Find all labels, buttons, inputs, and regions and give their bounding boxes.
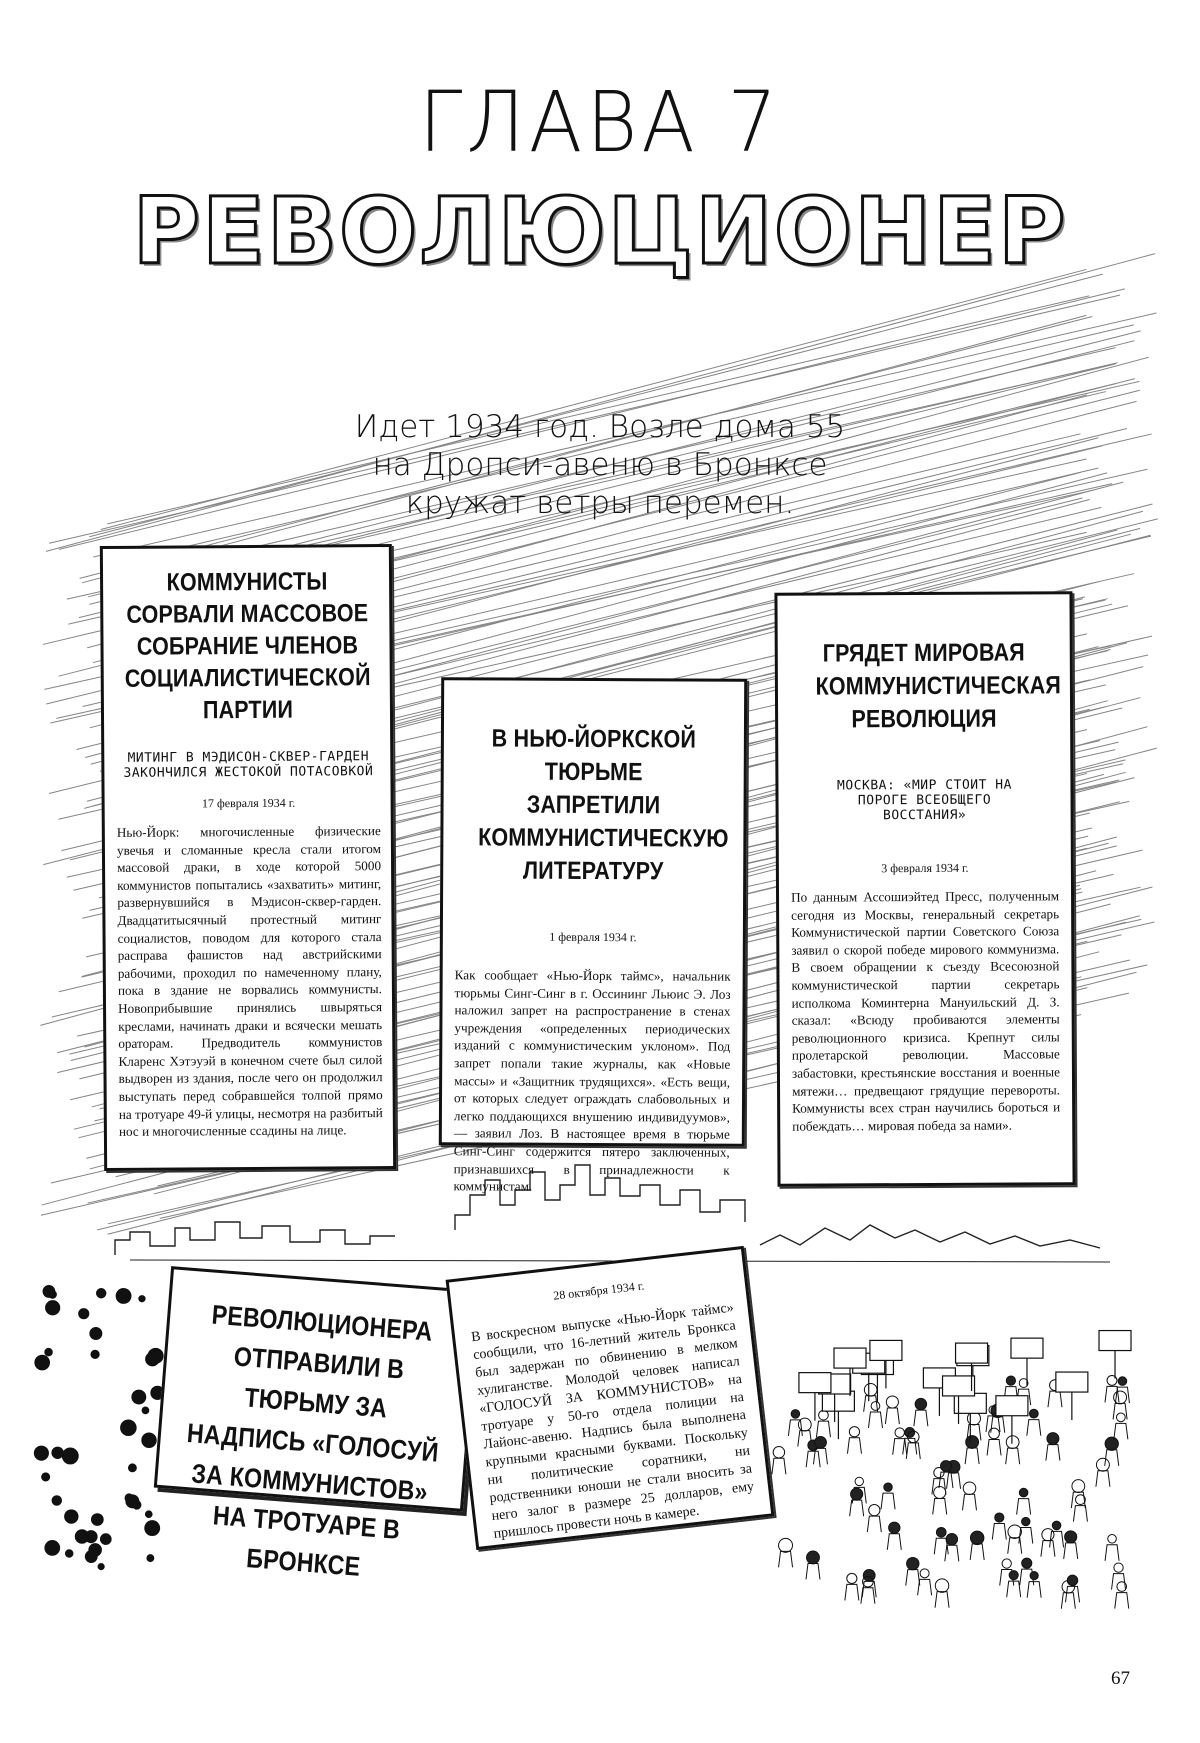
clipping-headline: РЕВОЛЮЦИОНЕРА ОТПРАВИЛИ В ТЮРЬМУ ЗА НАДПИСЬ «ГОЛОСУЙ ЗА КОММУНИСТОВ» НА ТРОТУАРЕ В БРОНКСЕ bbox=[185, 1299, 440, 1582]
clipping-date: 28 октября 1934 г. bbox=[552, 1278, 646, 1303]
clipping-headline: КОММУНИСТЫ СОРВАЛИ МАССОВОЕ СОБРАНИЕ ЧЛЕНОВ СОЦИАЛИСТИЧЕСКОЙ ПАРТИИ bbox=[124, 567, 371, 725]
chapter-label: ГЛАВА 7 bbox=[418, 74, 782, 172]
newspaper-clipping-bronx-article bbox=[446, 1246, 775, 1550]
newspaper-clipping-world-revolution bbox=[774, 591, 1075, 1187]
chapter-title: РЕВОЛЮЦИОНЕР bbox=[132, 178, 1068, 285]
clipping-body: Нью-Йорк: многочисленные физические увечья и сломанные кресла стали итогом массовой драки, в ходе которой 5000 коммунистов попытались «захватить» митинг, развернувшийся в Мэдисон-сквер-гарден. Двадцатитысячный протестный митинг социалистов, поводом для которого стала расправа фашистов над австрийскими рабочими, проходил по намеченному плану, пока в здание не ворвались коммунисты. Новоприбывшие принялись швыряться креслами, начинать драки и всячески мешать ораторам. Предводитель коммунистов Кларенс Хэтэуэй в конечном счете был силой выдворен из здания, после чего он продолжил выступать перед собравшейся толпой прямо на тротуаре 49-й улицы, несмотря на разбитый нос и многочисленные ссадины на лице. bbox=[116, 823, 383, 1140]
newspaper-clipping-socialist-rally bbox=[100, 544, 396, 1171]
clipping-body: По данным Ассошиэйтед Пресс, полученным сегодня из Москвы, генеральный секретарь Коммунистической партии Советского Союза заявил о скорой победе мирового коммунизма. В своем обращении к съезду Всесоюзной коммунистической партии секретарь исполкома Коминтерна Мануильский Д. З. сказал: «Всюду пробиваются элементы революционного кризиса. Крепнут силы пролетарской революции. Массовые забастовки, крестьянские восстания и военные мятежи… предвещают грядущие перевороты. Коммунисты всех стран научились бороться и побеждать… мировая победа за нами». bbox=[791, 888, 1061, 1134]
intro-caption bbox=[0, 408, 1200, 522]
intro-line-3: кружат ветры перемен. bbox=[405, 485, 795, 521]
clipping-date: 3 февраля 1934 г. bbox=[881, 860, 969, 876]
newspaper-clipping-bronx-headline bbox=[154, 1266, 480, 1582]
newspaper-clipping-prison-ban bbox=[439, 677, 747, 1194]
clipping-subheadline: МОСКВА: «МИР СТОИТ НА ПОРОГЕ ВСЕОБЩЕГО ВОССТАНИЯ» bbox=[836, 777, 1012, 824]
clipping-headline: В НЬЮ-ЙОРКСКОЙ ТЮРЬМЕ ЗАПРЕТИЛИ КОММУНИСТИЧЕСКУЮ ЛИТЕРАТУРУ bbox=[478, 724, 729, 886]
clipping-date: 1 февраля 1934 г. bbox=[549, 929, 637, 945]
clipping-date: 17 февраля 1934 г. bbox=[201, 795, 296, 811]
intro-line-2: на Дропси-авеню в Бронксе bbox=[372, 447, 828, 483]
page-number: 67 bbox=[1111, 1668, 1130, 1689]
clipping-headline: ГРЯДЕТ МИРОВАЯ КОММУНИСТИЧЕСКАЯ РЕВОЛЮЦИЯ bbox=[815, 638, 1062, 734]
clipping-body: Как сообщает «Нью-Йорк таймс», начальник тюрьмы Синг-Синг в г. Оссининг Льюис Э. Лоз наложил запрет на распространение в стенах учреждения «определенных периодических изданий с коммунистическим уклоном». Под запрет попали такие журналы, как «Новые массы» и «Защитник трудящихся». «Есть вещи, от которых следует ограждать слабовольных и легко поддающихся внушению индивидуумов», — заявил Лоз. В настоящее время в тюрьме Синг-Синг содержится пятеро заключенных, признавшихся в принадлежности к коммунистам. bbox=[453, 967, 731, 1194]
clipping-body: В воскресном выпуске «Нью-Йорк таймс» сообщили, что 16-летний житель Бронкса был задержан по обвинению в мелком хулиганстве. Молодой человек написал «ГОЛОСУЙ ЗА КОММУНИСТОВ» на тротуаре у 50-го отдела полиции на Лайонс-авеню. Надпись была выполнена крупными красными буквами. Поскольку ни политические соратники, ни родственники юноши не стали вносить за него залог в размере 25 долларов, ему пришлось провести ночь в камере. bbox=[470, 1300, 755, 1542]
clipping-subheadline: МИТИНГ В МЭДИСОН-СКВЕР-ГАРДЕН ЗАКОНЧИЛСЯ ЖЕСТОКОЙ ПОТАСОВКОЙ bbox=[123, 749, 374, 781]
intro-line-1: Идет 1934 год. Возле дома 55 bbox=[354, 409, 846, 445]
